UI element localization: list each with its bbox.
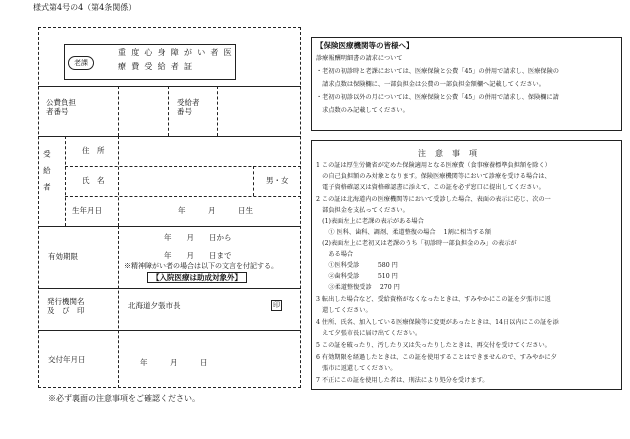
divider [65, 136, 66, 226]
issuer-label: 発行機関名 及 び 印 [47, 297, 85, 316]
gender-field: 男・女 [266, 176, 289, 185]
delivery-date-value: 年 月 日 [140, 358, 208, 367]
notice-item: (2)表面左上に老初又は老課のうち「初診時一部負担金のみ」の表示が [316, 240, 517, 247]
divider [168, 86, 169, 136]
name-label: 氏 名 [82, 176, 105, 185]
category-badge: 老課 [68, 56, 94, 70]
validity-label: 有効期限 [48, 252, 78, 261]
notice-item: ① 医科、歯科、調剤、柔道整復の場合 1割に相当する額 [316, 229, 491, 236]
certificate-title-line2: 療費受給者証 [118, 62, 198, 71]
certificate-title-line1: 重度心身障がい者医 [118, 48, 237, 57]
notice-item: 5 この証を破ったり、汚したり又は失ったりしたときは、再交付を受けてください。 [316, 342, 551, 349]
divider [118, 136, 119, 226]
notice-item: の自己負担額のみ対象となります。保険医療機関等において診療を受ける場合は、 [316, 173, 551, 180]
provider-notice-line: ・老初の初診時と老課においては、医療保険と公費「45」の併用で請求し、医療保険の [316, 68, 559, 75]
notice-item: 6 有効期限を経過したときは、この証を使用することはできませんので、すみやかに夕 [316, 354, 557, 361]
dob-value: 年 月 日生 [178, 206, 253, 215]
notice-item: 1 この証は厚生労働省が定めた保険適用となる医療費（食事療養標準負担額を除く） [316, 162, 551, 169]
recipient-group-label: 受給者 [42, 150, 52, 200]
valid-to: 年 月 日まで [164, 251, 232, 260]
notice-item: 3 転出した場合など、受給資格がなくなったときは、すみやかにこの証を夕張市に返 [316, 296, 551, 303]
notice-item: 還してください。 [316, 307, 372, 314]
address-label: 住 所 [82, 146, 105, 155]
notice-item: 7 不正にこの証を使用した者は、刑法により処分を受けます。 [316, 377, 489, 384]
divider [38, 136, 301, 137]
notice-item: ある場合 [316, 251, 354, 258]
provider-notice-line: 求点数のみ記載してください。 [316, 107, 409, 114]
notice-item: (1)表面左上に老課の表示がある場合 [316, 218, 424, 225]
public-payer-label: 公費負担 者番号 [46, 98, 76, 117]
notice-item: 電子資格確認又は資格確認書に添えて、この証を必ず窓口に提出してください。 [316, 184, 545, 191]
divider [38, 288, 301, 289]
provider-notice-line: 請求点数は保険欄に、一部負担金は公費の一部負担金額欄へ記載してください。 [316, 81, 545, 88]
divider [38, 330, 301, 331]
delivery-date-label: 交付年月日 [48, 355, 86, 364]
issuer-name: 北海道夕張市長 [128, 301, 181, 310]
valid-from: 年 月 日から [164, 233, 232, 242]
dob-label: 生年月日 [72, 206, 102, 215]
footer-note: ※必ず裏面の注意事項をご確認ください。 [48, 394, 200, 403]
divider [38, 86, 301, 87]
recipient-number-label: 受給者 番号 [177, 98, 200, 117]
notice-item: ③柔道整復受診 270 円 [316, 284, 400, 291]
provider-notice-title: 【保険医療機関等の皆様へ】 [316, 41, 414, 50]
divider [118, 86, 119, 136]
divider [217, 86, 218, 136]
notice-item: 2 この証は北海道内の医療機関等において受診した場合、表面の表示に応じ、次の一 [316, 196, 551, 203]
provider-notice-line: ・老初の初診以外の月については、医療保険と公費「45」の併用で請求し、保険欄に請 [316, 94, 559, 101]
notice-item: 張市に返還してください。 [316, 365, 397, 372]
notice-item: ②歯科受診 510 円 [316, 273, 398, 280]
mental-note: ※精神障がい者の場合は以下の文言を付記する。 [124, 262, 278, 270]
provider-notice-line: 診療報酬明細書の請求について [316, 55, 403, 62]
notice-item: えて夕張市長に届け出てください。 [316, 330, 422, 337]
notice-item: ①医科受診 580 円 [316, 262, 398, 269]
divider [65, 166, 301, 167]
inpatient-note: 【入院医療は助成対象外】 [147, 272, 247, 283]
divider [65, 196, 301, 197]
notices-title: 注意事項 [418, 149, 486, 158]
notice-item: 4 住所、氏名、加入している医療保険等に変更があったときは、14日以内にこの証を添 [316, 319, 559, 326]
divider [38, 226, 301, 227]
divider [253, 166, 254, 196]
form-number-label: 様式第4号の4（第4条関係） [33, 3, 137, 12]
divider [118, 226, 119, 388]
seal-stamp: 印 [273, 301, 280, 309]
notice-item: 部負担金を支払ってください。 [316, 207, 409, 214]
